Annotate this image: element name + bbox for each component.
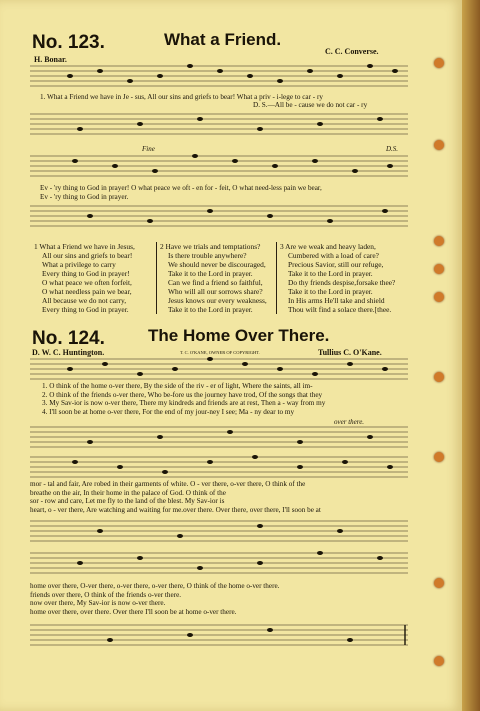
column-divider	[156, 242, 157, 314]
lyric-line: D. S.—All be - cause we do not car - ry	[253, 101, 368, 109]
binder-hole	[434, 58, 444, 68]
fine-mark: Fine	[142, 145, 155, 153]
hymn-author: H. Bonar.	[34, 55, 67, 64]
music-staff-treble	[30, 454, 408, 480]
music-staff-bass	[30, 110, 408, 140]
music-staff-bass	[30, 622, 408, 648]
hymn-number: No. 124.	[32, 328, 105, 349]
stanza-lines: 1. O think of the home o-ver there, By the side of the riv - er of light, Where the saints, all im- 2. O think of the friends o-ver there, Who be-fore us the journey have trod, Of the songs that they 3. My Sav-ior is now o-ver there, There my kindreds and friends are at rest, Then a - way from my 4. I'll soon be at home o-ver there, For the end of my jour-ney I see; Ma - ny dear to my	[42, 382, 326, 416]
verse-block: 3 Are we weak and heavy laden, Cumbered with a load of care? Precious Savior, still our refuge, Take it to the Lord in prayer. Do thy friends despise,forsake thee? Take it to the Lord in prayer. In His arms He'll take and shield Thou wilt find a solace there.[thee.	[280, 242, 396, 314]
hymn-composer: C. C. Converse.	[325, 47, 379, 56]
verse-block: 1 What a Friend we have in Jesus, All our sins and griefs to bear! What a privilege to carry Every thing to God in prayer! O what peace we often forfeit, O what needless pain we bear, All because we do not carry, Every thing to God in prayer.	[34, 242, 135, 314]
chorus-lines: home over there, O-ver there, o-ver there, o-ver there, O think of the home o-ver there. friends over there, O think of the friends o-ver there. now over there, My Sav-ior is now o-ver there. home over there, over there. Over there I'll soon be at home o-ver there.	[30, 582, 280, 616]
music-staff-treble	[30, 152, 408, 182]
binder-hole	[434, 292, 444, 302]
music-staff-bass	[30, 424, 408, 450]
lyric-line: Ev - 'ry thing to God in prayer! O what peace we oft - en for - feit, O what need-less pain we bear,	[40, 184, 322, 192]
binder-hole	[434, 264, 444, 274]
copyright-note: T. C. O'KANE, OWNER OF COPYRIGHT.	[180, 350, 260, 355]
hymn-title: The Home Over There.	[148, 326, 330, 345]
binder-hole	[434, 452, 444, 462]
hymn-composer: Tullius C. O'Kane.	[318, 348, 382, 357]
verse-block: 2 Have we trials and temptations? Is there trouble anywhere? We should never be discouraged, Take it to the Lord in prayer. Can we find a friend so faithful, Who will all our sorrows share? Jesus knows our every weakness, Take it to the Lord in prayer.	[160, 242, 267, 314]
binder-hole	[434, 656, 444, 666]
music-staff-treble	[30, 550, 408, 576]
binder-hole	[434, 236, 444, 246]
hymn-number: No. 123.	[32, 32, 105, 53]
binder-hole	[434, 578, 444, 588]
hymn-title: What a Friend.	[164, 30, 282, 49]
music-staff-treble	[30, 356, 408, 382]
music-staff-treble	[30, 62, 408, 92]
music-staff-bass	[30, 202, 408, 232]
music-staff-bass	[30, 518, 408, 544]
page-edge	[462, 0, 480, 711]
binder-hole	[434, 372, 444, 382]
continuation-lines: mor - tal and fair, Are robed in their garments of white. O - ver there, o-ver there, O think of the breathe on the air, In their home in the palace of God. O think of the sor - row and care, Let me fly to the land of the blest. My Sav-ior is heart, o - ver there, Are watching and waiting for me.over there. Over there, over there, I'll soon be at	[30, 480, 321, 514]
column-divider	[276, 242, 277, 314]
ds-mark: D.S.	[386, 145, 399, 153]
lyric-line: 1. What a Friend we have in Je - sus, All our sins and griefs to bear! What a priv - i-lege to car - ry	[40, 93, 323, 101]
lyric-line: Ev - 'ry thing to God in prayer.	[40, 193, 129, 201]
over-there-note: over there.	[334, 418, 365, 426]
hymn-author: D. W. C. Huntington.	[32, 348, 105, 357]
binder-hole	[434, 140, 444, 150]
